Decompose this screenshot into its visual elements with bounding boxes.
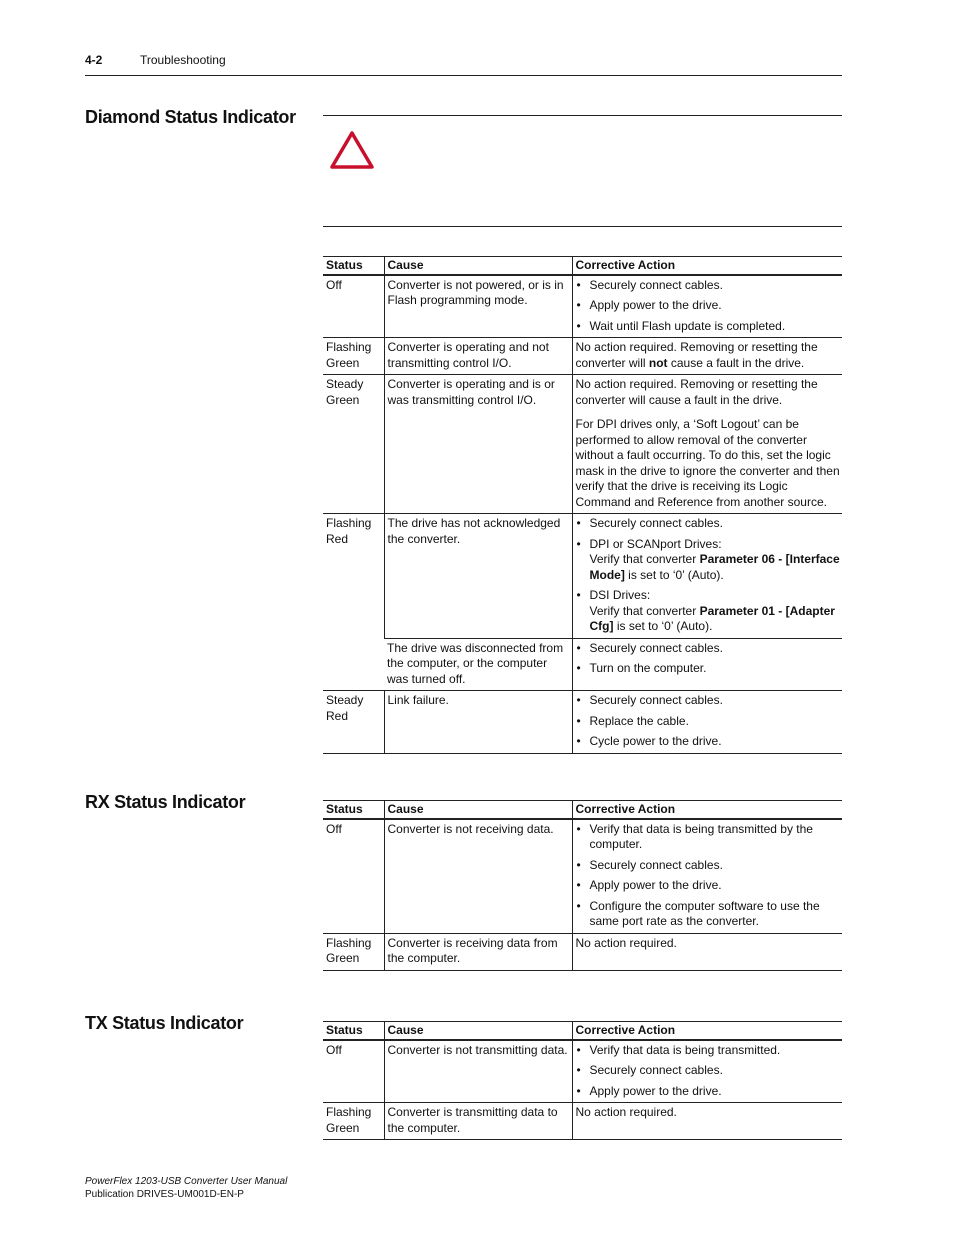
column-header-corrective-action: Corrective Action xyxy=(572,257,842,275)
status-cell: Flashing Green xyxy=(323,338,384,375)
action-cell xyxy=(572,514,842,639)
column-header-status: Status xyxy=(323,801,384,819)
list-item: • Securely connect cables. xyxy=(576,858,841,874)
list-item: • Apply power to the drive. xyxy=(576,878,841,894)
list-item: • Securely connect cables. xyxy=(576,1063,841,1079)
diamond-status-table xyxy=(323,256,842,754)
cause-cell: The drive was disconnected from the computer, or the computer was turned off. xyxy=(384,638,572,691)
column-header-status: Status xyxy=(323,257,384,275)
column-header-status: Status xyxy=(323,1022,384,1040)
tx-status-table xyxy=(323,1021,842,1140)
table-row xyxy=(323,1040,842,1103)
list-item: • Verify that data is being transmitted by the computer. xyxy=(576,822,841,853)
attention-box xyxy=(323,115,842,227)
action-cell xyxy=(572,1040,842,1103)
header-section-title: Troubleshooting xyxy=(140,53,226,67)
action-cell: No action required. Removing or resetting the converter will not cause a fault in the drive. xyxy=(572,338,842,375)
status-cell: Off xyxy=(323,819,384,934)
list-item: • Securely connect cables. xyxy=(576,278,841,294)
list-item: • Wait until Flash update is completed. xyxy=(576,319,841,335)
rx-section-title: RX Status Indicator xyxy=(85,792,246,812)
list-item: • Replace the cable. xyxy=(576,714,841,730)
table-row xyxy=(323,638,842,691)
cause-cell: Converter is transmitting data to the computer. xyxy=(384,1103,572,1140)
list-item: • Apply power to the drive. xyxy=(576,298,841,314)
table-row xyxy=(323,691,842,754)
warning-triangle-icon xyxy=(329,129,375,171)
column-header-cause: Cause xyxy=(384,1022,572,1040)
status-cell: Steady Red xyxy=(323,691,384,754)
status-cell: Steady Green xyxy=(323,375,384,514)
table-row xyxy=(323,1103,842,1140)
list-item: • DPI or SCANport Drives: Verify that converter Parameter 06 - [Interface Mode] is set to ‘0’ (Auto). xyxy=(576,537,841,584)
tx-section-title: TX Status Indicator xyxy=(85,1013,244,1033)
status-cell: Off xyxy=(323,275,384,338)
cause-cell: The drive has not acknowledged the converter. xyxy=(384,514,572,639)
action-cell xyxy=(572,638,842,691)
page-footer xyxy=(85,1175,287,1201)
page-header xyxy=(85,53,842,76)
list-item: • Securely connect cables. xyxy=(576,641,841,657)
column-header-corrective-action: Corrective Action xyxy=(572,1022,842,1040)
list-item: • Securely connect cables. xyxy=(576,693,841,709)
action-cell: No action required. xyxy=(572,933,842,970)
cause-cell: Converter is operating and is or was transmitting control I/O. xyxy=(384,375,572,514)
manual-title: PowerFlex 1203-USB Converter User Manual xyxy=(85,1176,288,1187)
column-header-cause: Cause xyxy=(384,801,572,819)
cause-cell: Converter is not transmitting data. xyxy=(384,1040,572,1103)
table-row xyxy=(323,338,842,375)
list-item: • Apply power to the drive. xyxy=(576,1084,841,1100)
status-cell: Flashing Green xyxy=(323,933,384,970)
page-number: 4-2 xyxy=(85,53,103,67)
action-cell xyxy=(572,275,842,338)
action-cell xyxy=(572,819,842,934)
table-row xyxy=(323,514,842,639)
table-row xyxy=(323,275,842,338)
status-cell: Off xyxy=(323,1040,384,1103)
table-row xyxy=(323,819,842,934)
status-cell: Flashing Green xyxy=(323,1103,384,1140)
list-item: • Configure the computer software to use the same port rate as the converter. xyxy=(576,899,841,930)
column-header-cause: Cause xyxy=(384,257,572,275)
cause-cell: Converter is receiving data from the computer. xyxy=(384,933,572,970)
diamond-section-title: Diamond Status Indicator xyxy=(85,107,296,127)
rx-status-table xyxy=(323,800,842,971)
cause-cell: Link failure. xyxy=(384,691,572,754)
table-row xyxy=(323,933,842,970)
list-item: • Securely connect cables. xyxy=(576,516,841,532)
cause-cell: Converter is not receiving data. xyxy=(384,819,572,934)
cause-cell: Converter is operating and not transmitting control I/O. xyxy=(384,338,572,375)
list-item: • DSI Drives: Verify that converter Parameter 01 - [Adapter Cfg] is set to ‘0’ (Auto). xyxy=(576,588,841,635)
action-cell: No action required. Removing or resetting the converter will cause a fault in the drive. For DPI drives only, a ‘Soft Logout’ can be performed to allow removal of the converter without a fault occurring. To do this, set the logic mask in the drive to ignore the converter and then verify that the drive is receiving its Logic Command and Reference from another source. xyxy=(572,375,842,514)
cause-cell: Converter is not powered, or is in Flash programming mode. xyxy=(384,275,572,338)
list-item: • Cycle power to the drive. xyxy=(576,734,841,750)
action-cell xyxy=(572,691,842,754)
list-item: • Turn on the computer. xyxy=(576,661,841,677)
column-header-corrective-action: Corrective Action xyxy=(572,801,842,819)
action-cell: No action required. xyxy=(572,1103,842,1140)
table-row xyxy=(323,375,842,514)
status-cell: Flashing Red xyxy=(323,514,384,691)
list-item: • Verify that data is being transmitted. xyxy=(576,1043,841,1059)
publication-number: Publication DRIVES-UM001D-EN-P xyxy=(85,1189,244,1200)
